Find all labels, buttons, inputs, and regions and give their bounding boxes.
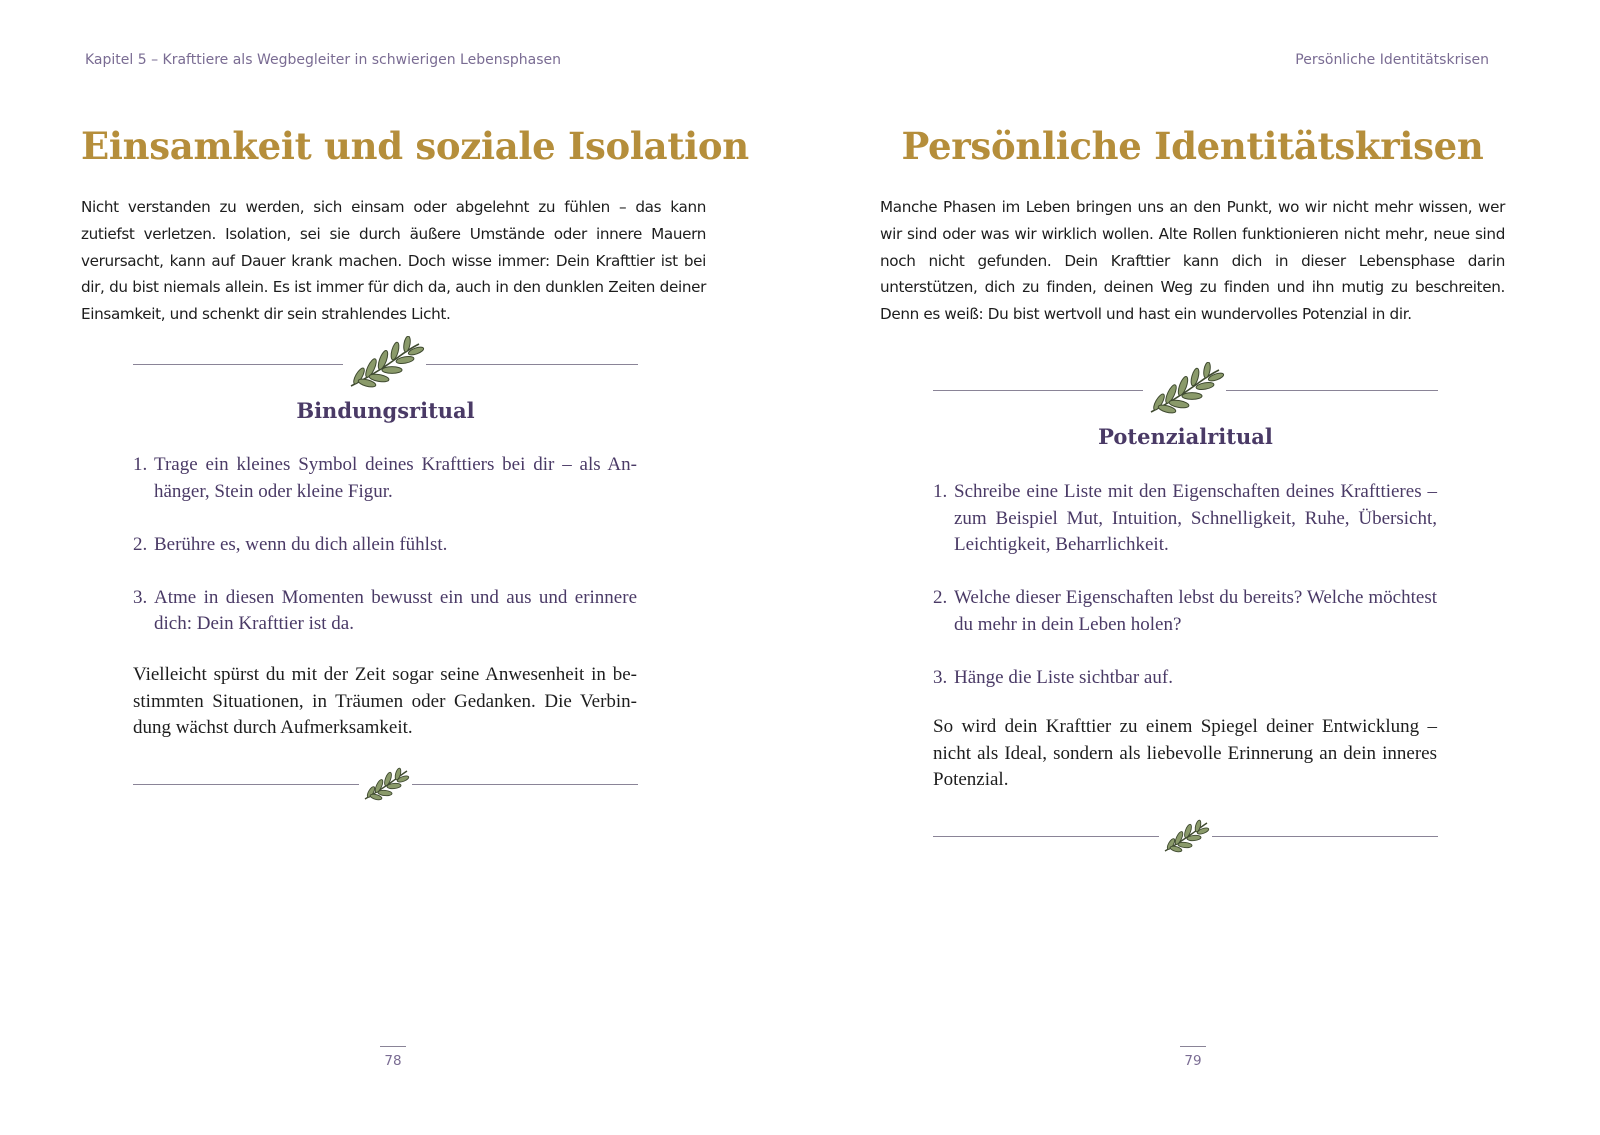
step-number: 1. [933, 481, 948, 502]
step-text: Berühre es, wenn du dich allein fühlst. [154, 533, 448, 555]
divider-rule [133, 364, 343, 365]
closing-paragraph: So wird dein Krafttier zu einem Spiegel deiner Entwicklung – nicht als Ideal, sondern als liebevolle Erinnerung an dein inneres Potenzial. [933, 716, 1437, 790]
step-number: 3. [133, 586, 148, 608]
page-number-label: 78 [384, 1053, 402, 1069]
page-number [1173, 1046, 1213, 1069]
divider-rule [1226, 390, 1438, 391]
closing-paragraph: Vielleicht spürst du mit der Zeit sogar seine Anwesenheit in bestimmten Situationen, in Träumen oder Gedanken. Die Verbindung wächst durch Aufmerksamkeit. [133, 664, 637, 738]
list-item [133, 452, 637, 505]
olive-branch-icon [345, 336, 425, 397]
ritual-steps [133, 452, 637, 664]
list-item [933, 479, 1437, 559]
page-number [373, 1046, 413, 1069]
step-number: 2. [933, 587, 948, 608]
page-title: Einsamkeit und soziale Isolation [81, 124, 749, 168]
ornament-divider [933, 362, 1438, 418]
list-item [933, 665, 1437, 692]
divider-rule [133, 784, 359, 785]
divider-rule [1212, 836, 1438, 837]
list-item [933, 585, 1437, 638]
step-text: Hänge die Liste sichtbar auf. [954, 666, 1173, 688]
list-item [133, 585, 637, 638]
olive-branch-icon [1145, 362, 1225, 423]
ornament-divider [933, 816, 1438, 856]
running-head: Persönliche Identitätskrisen [1295, 52, 1489, 68]
divider-rule [426, 364, 638, 365]
step-text: Atme in diesen Momenten bewusst ein und aus und erinnere dich: Dein Krafttier ist da. [154, 586, 637, 634]
step-text: Trage ein kleines Symbol deines Krafttiers bei dir – als Anhänger, Stein oder kleine Figur. [154, 454, 637, 502]
step-text: Welche dieser Eigenschaften lebst du bereits? Welche möchtest du mehr in dein Leben holen? [954, 587, 1437, 635]
divider-rule [933, 836, 1159, 837]
ritual-title: Bindungsritual [296, 398, 475, 423]
ritual-steps [933, 479, 1437, 718]
folio-tick [380, 1046, 406, 1047]
page-number-label: 79 [1184, 1053, 1202, 1069]
step-number: 3. [933, 666, 948, 688]
intro-paragraph: Nicht verstanden zu werden, sich einsam oder abgelehnt zu fühlen – das kann zutiefst verletzen. Isolation, sei sie durch äußere Umstände oder innere Mauern verursacht, kann auf Dauer krank machen. Doch wisse immer: Dein Krafttier ist bei dir, du bist niemals allein. Es ist immer für dich da, auch in den dunklen Zeiten deiner Einsamkeit, und schenkt dir sein strahlendes Licht. [81, 198, 706, 324]
divider-rule [412, 784, 638, 785]
page-title: Persönliche Identitätskrisen [901, 124, 1484, 168]
running-head: Kapitel 5 – Krafttiere als Wegbegleiter in schwierigen Lebensphasen [85, 52, 562, 68]
ritual-title: Potenzialritual [1098, 424, 1273, 449]
step-number: 1. [133, 454, 148, 475]
ornament-divider [133, 764, 638, 804]
intro-paragraph: Manche Phasen im Leben bringen uns an den Punkt, wo wir nicht mehr wissen, wer wir sind oder was wir wirklich wollen. Alte Rollen funktionieren nicht mehr, neue sind noch nicht gefunden. Dein Krafttier kann dich in dieser Lebensphase darin unterstützen, dich zu finden, deinen Weg zu finden und ihn mutig zu beschreiten. Denn es weiß: Du bist wertvoll und hast ein wundervolles Potenzial in dir. [880, 198, 1505, 324]
olive-branch-icon [1161, 816, 1211, 861]
list-item [133, 532, 637, 559]
step-text: Schreibe eine Liste mit den Eigenschaften deines Krafttieres – zum Beispiel Mut, Intuition, Schnelligkeit, Ruhe, Übersicht, Leichtigkeit, Beharrlichkeit. [954, 481, 1437, 555]
divider-rule [933, 390, 1143, 391]
right-page [800, 0, 1600, 1135]
folio-tick [1180, 1046, 1206, 1047]
olive-branch-icon [361, 764, 411, 809]
ornament-divider [133, 336, 638, 392]
step-number: 2. [133, 533, 148, 555]
